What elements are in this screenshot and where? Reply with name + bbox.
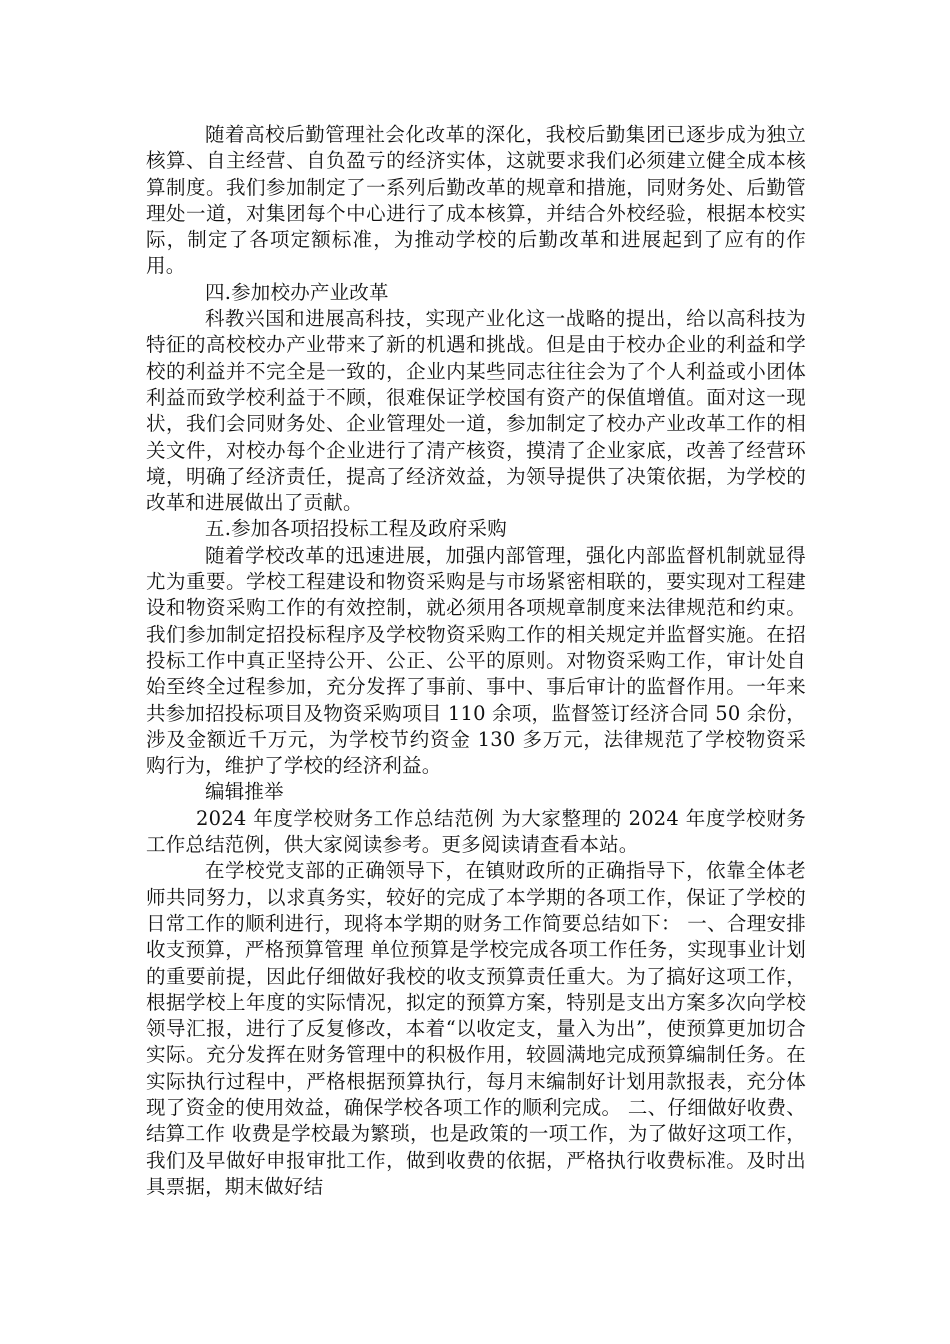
paragraph-logistics-cost-accounting: 随着高校后勤管理社会化改革的深化，我校后勤集团已逐步成为独立核算、自主经营、自负盈亏的经济实体，这就要求我们必须建立健全成本核算制度。我们参加制定了一系列后勤改革的规章和措施，同财务处、后勤管理处一道，对集团每个中心进行了成本核算，并结合外校经验，根据本校实际，制定了各项定额标准，为推动学校的后勤改革和进展起到了应有的作用。 <box>146 123 806 278</box>
paragraph-school-industry-reform: 科教兴国和进展高科技，实现产业化这一战略的提出，给以高科技为特征的高校校办产业带来了新的机遇和挑战。但是由于校办企业的利益和学校的利益并不完全是一致的，企业内某些同志往往会为了个人利益或小团体利益而致学校利益于不顾，很难保证学校国有资产的保值增值。面对这一现状，我们会同财务处、企业管理处一道，参加制定了校办产业改革工作的相关文件，对校办每个企业进行了清产核资，摸清了企业家底，改善了经营环境，明确了经济责任，提高了经济效益，为领导提供了决策依据，为学校的改革和进展做出了贡献。 <box>146 307 806 515</box>
document-body <box>146 122 806 1200</box>
section-heading-editor-recommendation: 编辑推举 <box>205 780 284 804</box>
paragraph-recommendation-intro: 2024 年度学校财务工作总结范例 为大家整理的 2024 年度学校财务工作总结范例，供大家阅读参考。更多阅读请查看本站。 <box>146 806 806 857</box>
paragraph-financial-work-summary: 在学校党支部的正确领导下，在镇财政所的正确指导下，依靠全体老师共同努力，以求真务实，较好的完成了本学期的各项工作，保证了学校的日常工作的顺利进行，现将本学期的财务工作简要总结如下： 一、合理安排收支预算，严格预算管理 单位预算是学校完成各项工作任务，实现事业计划的重要前提，因此仔细做好我校的收支预算责任重大。为了搞好这项工作，根据学校上年度的实际情况，拟定的预算方案，特别是支出方案多次向学校领导汇报，进行了反复修改，本着“以收定支，量入为出”，使预算更加切合实际。充分发挥在财务管理中的积极作用，较圆满地完成预算编制任务。在实际执行过程中，严格根据预算执行，每月末编制好计划用款报表，充分体现了资金的使用效益，确保学校各项工作的顺利完成。 二、仔细做好收费、结算工作 收费是学校最为繁琐，也是政策的一项工作，为了做好这项工作，我们及早做好申报审批工作，做到收费的依据，严格执行收费标准。及时出具票据，期末做好结 <box>146 859 806 1198</box>
paragraph-bidding-procurement: 随着学校改革的迅速进展，加强内部管理，强化内部监督机制就显得尤为重要。学校工程建设和物资采购是与市场紧密相联的，要实现对工程建设和物资采购工作的有效控制，就必须用各项规章制度来法律规范和约束。我们参加制定招投标程序及学校物资采购工作的相关规定并监督实施。在招投标工作中真正坚持公开、公正、公平的原则。对物资采购工作，审计处自始至终全过程参加，充分发挥了事前、事中、事后审计的监督作用。一年来共参加招投标项目及物资采购项目 110 余项，监督签订经济合同 50 余份，涉及金额近千万元，为学校节约资金 130 多万元，法律规范了学校物资采购行为，维护了学校的经济利益。 <box>146 543 806 778</box>
section-heading-school-industry-reform: 四.参加校办产业改革 <box>205 280 389 304</box>
section-heading-bidding-procurement: 五.参加各项招投标工程及政府采购 <box>205 517 507 541</box>
